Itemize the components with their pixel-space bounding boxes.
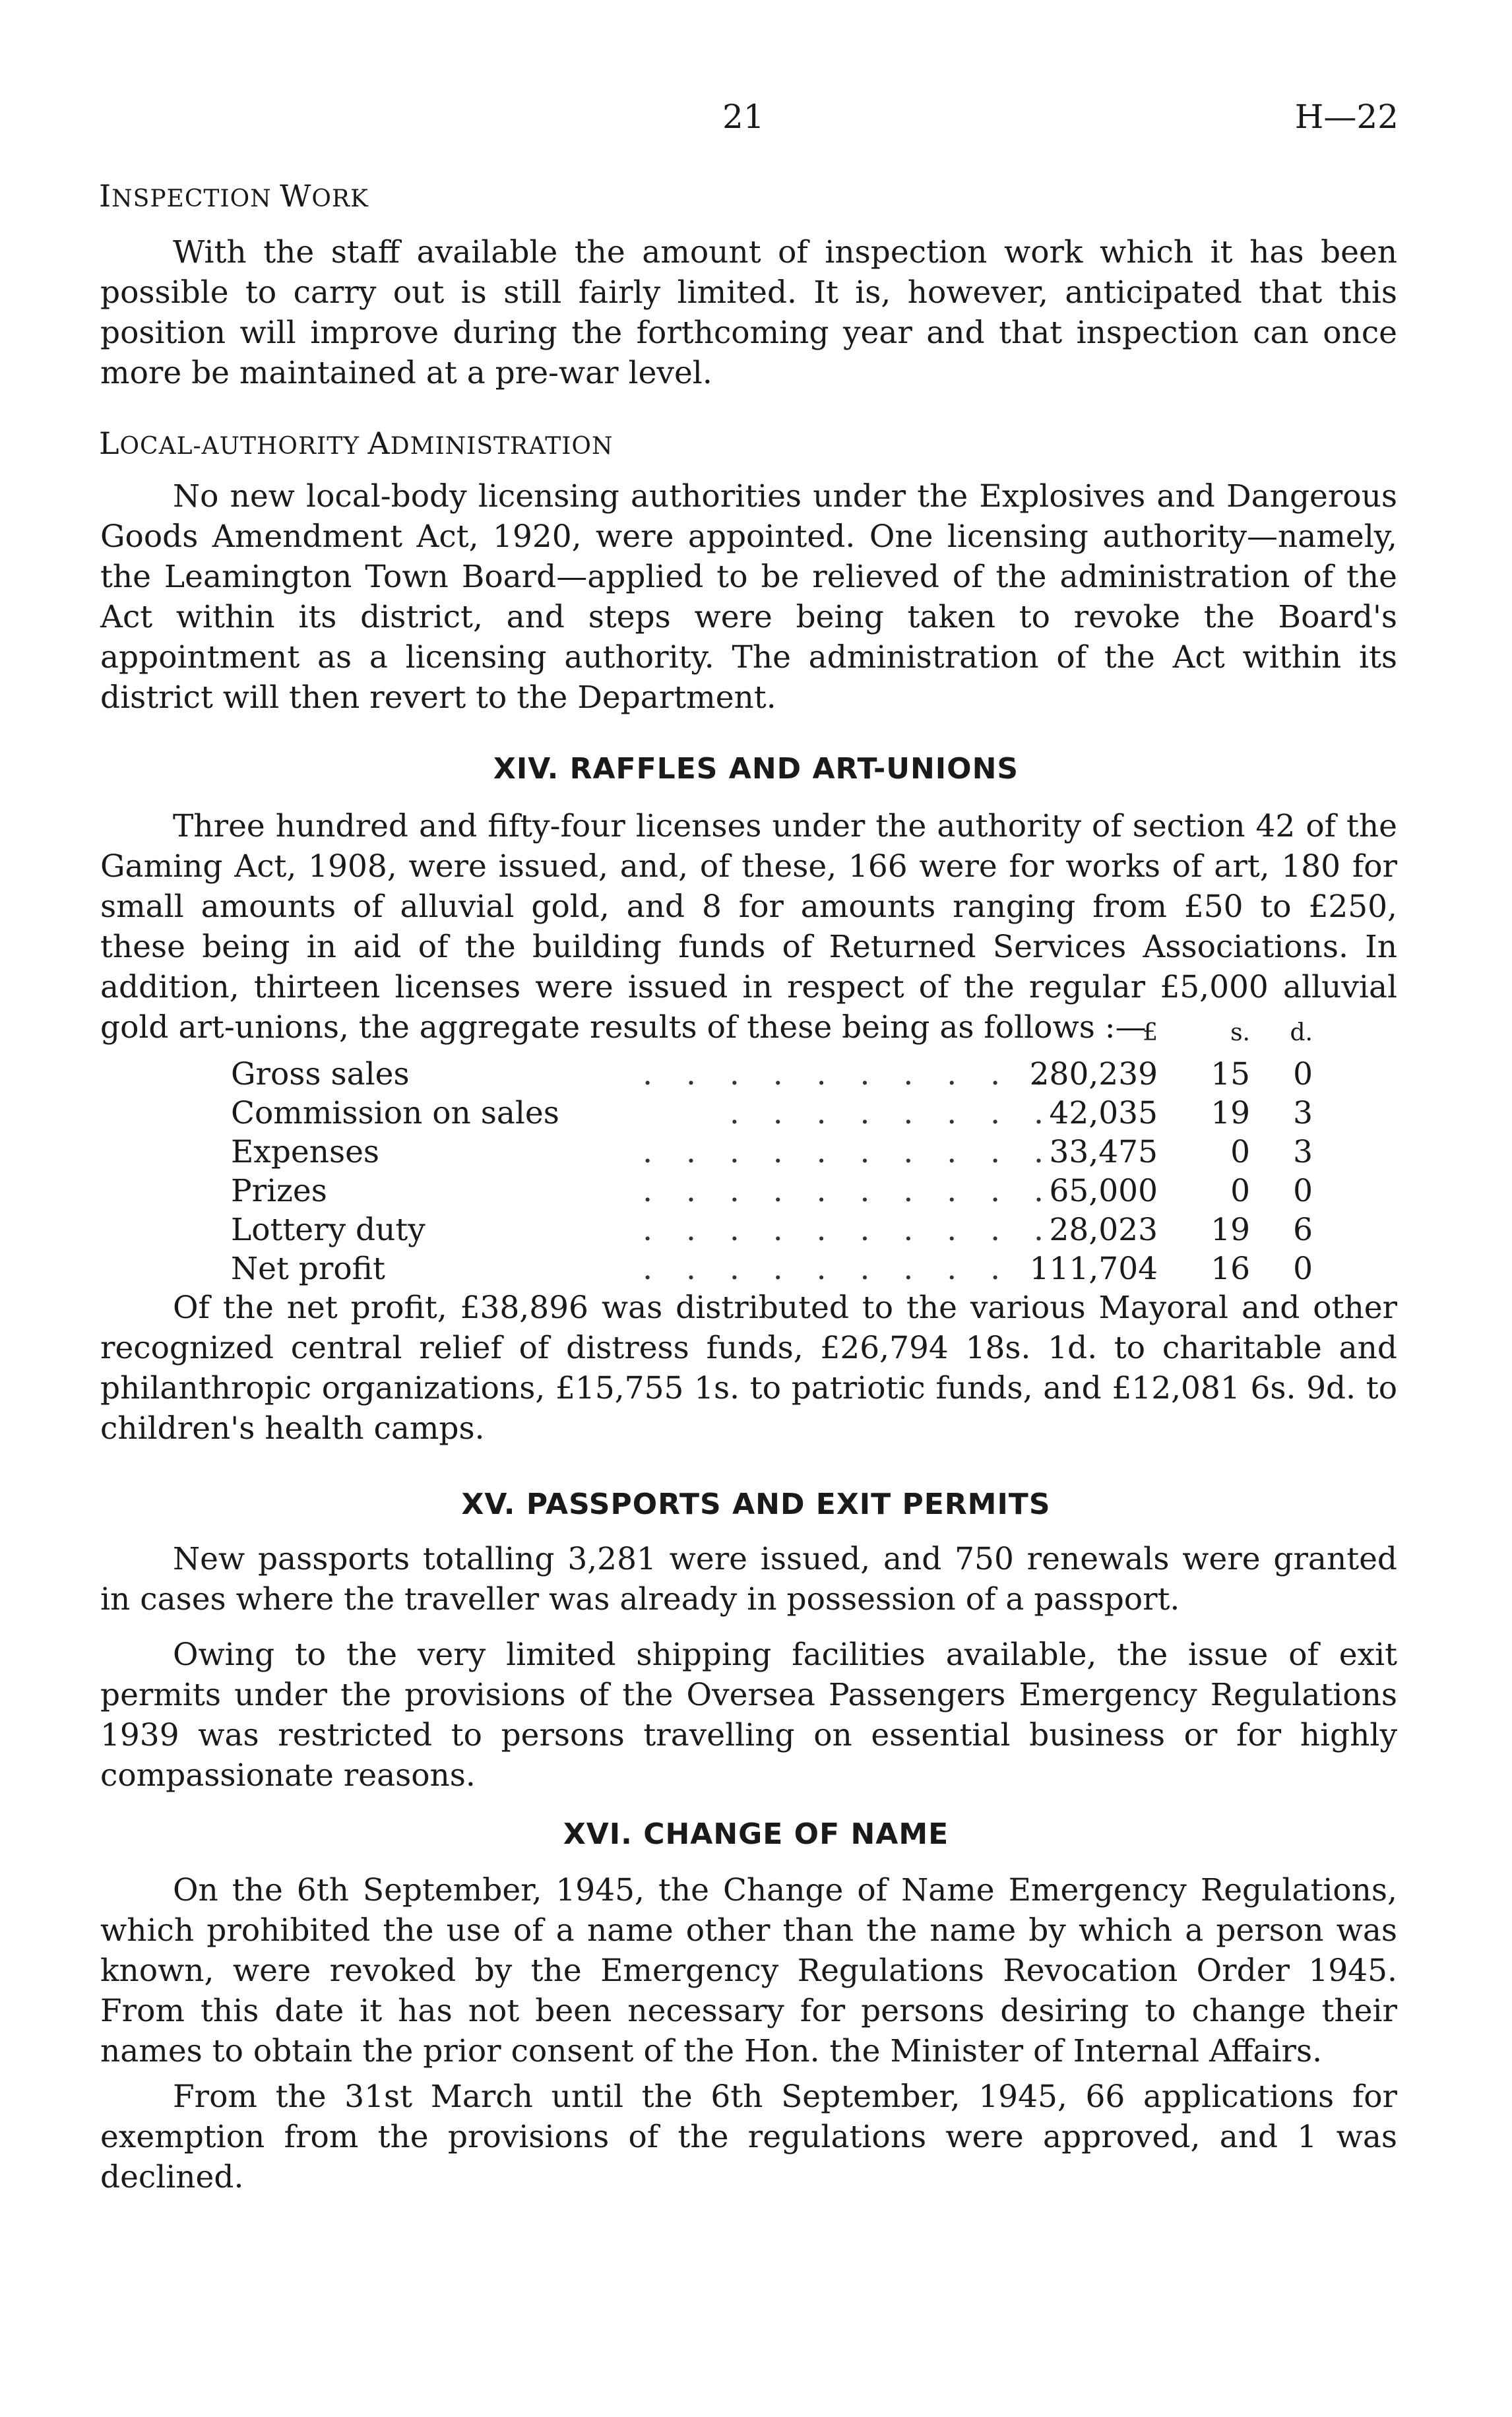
row-item: Expenses — [231, 1134, 380, 1170]
change-of-name-heading: XVI. CHANGE OF NAME — [563, 1817, 949, 1851]
dot-leaders: . . . . . . . . . . — [643, 1251, 1055, 1287]
art-union-results-table — [231, 1019, 1313, 1290]
table-row — [231, 1173, 1313, 1212]
row-shillings: 0 — [1230, 1134, 1250, 1170]
table-row — [231, 1251, 1313, 1290]
row-item: Lottery duty — [231, 1212, 425, 1248]
row-shillings: 19 — [1211, 1095, 1250, 1131]
table-header — [231, 1019, 1313, 1056]
dot-leaders: . . . . . . . . . . — [643, 1173, 1055, 1209]
document-code: H—22 — [1294, 98, 1399, 136]
local-authority-heading: LOCAL-AUTHORITY ADMINISTRATION — [99, 425, 614, 461]
raffles-heading: XIV. RAFFLES AND ART-UNIONS — [493, 752, 1019, 786]
table-row — [231, 1134, 1313, 1173]
local-authority-paragraph: No new local-body licensing authorities under the Explosives and Dangerous Goods Amendment Act, 1920, were appointed. One licensing authority—namely, the Leamington Town Board—applied to be relieved of the administration of the Act within its district, and steps were being taken to revoke the Board's appointment as a licensing authority. The administration of the Act within its district will then revert to the Department. — [100, 478, 1397, 716]
row-pence: 0 — [1293, 1173, 1313, 1209]
row-item: Gross sales — [231, 1056, 410, 1092]
row-pence: 3 — [1293, 1095, 1313, 1131]
row-item: Prizes — [231, 1173, 327, 1209]
row-pence: 3 — [1293, 1134, 1313, 1170]
page-number: 21 — [722, 98, 765, 136]
inspection-work-heading: INSPECTION WORK — [99, 178, 369, 214]
passports-paragraph-2: Owing to the very limited shipping facilities available, the issue of exit permits under the provisions of the Oversea Passengers Emergency Regulations 1939 was restricted to persons travelling on essential business or for highly compassionate reasons. — [100, 1637, 1397, 1794]
row-item: Net profit — [231, 1251, 385, 1287]
table-row — [231, 1095, 1313, 1134]
dot-leaders: . . . . . . . . . . — [643, 1056, 1055, 1092]
row-pence: 0 — [1293, 1056, 1313, 1092]
raffles-paragraph: Three hundred and fifty-four licenses under the authority of section 42 of the Gaming Act, 1908, were issued, and, of these, 166 were for works of art, 180 for small amounts of alluvial gold, and 8 for amounts ranging from £50 to £250, these being in aid of the building funds of Returned Services Associations. In addition, thirteen licenses were issued in respect of the regular £5,000 alluvial gold art-unions, the aggregate results of these being as follows :— — [100, 808, 1397, 1046]
row-pounds: 28,023 — [1049, 1212, 1158, 1248]
pence-column-header: d. — [1290, 1019, 1313, 1046]
row-pounds: 111,704 — [1029, 1251, 1158, 1287]
row-pence: 6 — [1293, 1212, 1313, 1248]
net-profit-paragraph: Of the net profit, £38,896 was distributed to the various Mayoral and other recognized central relief of distress funds, £26,794 18s. 1d. to charitable and philanthropic organizations, £15,755 1s. to patriotic funds, and £12,081 6s. 9d. to children's health camps. — [100, 1290, 1397, 1447]
page-header — [99, 98, 1399, 144]
row-shillings: 0 — [1230, 1173, 1250, 1209]
dot-leaders: . . . . . . . . . . — [643, 1134, 1055, 1170]
pounds-column-header: £ — [1143, 1019, 1158, 1046]
change-of-name-paragraph-2: From the 31st March until the 6th September, 1945, 66 applications for exemption from the provisions of the regulations were approved, and 1 was declined. — [100, 2079, 1397, 2195]
passports-heading: XV. PASSPORTS AND EXIT PERMITS — [461, 1488, 1051, 1521]
row-pounds: 42,035 — [1049, 1095, 1158, 1131]
inspection-work-paragraph: With the staff available the amount of inspection work which it has been possible to carry out is still fairly limited. It is, however, anticipated that this position will improve during the forthcoming year and that inspection can once more be maintained at a pre-war level. — [100, 234, 1397, 391]
row-shillings: 15 — [1211, 1056, 1250, 1092]
dot-leaders: . . . . . . . . . . — [643, 1212, 1055, 1248]
row-pounds: 33,475 — [1049, 1134, 1158, 1170]
row-item: Commission on sales — [231, 1095, 559, 1131]
row-pounds: 280,239 — [1029, 1056, 1158, 1092]
row-pence: 0 — [1293, 1251, 1313, 1287]
row-shillings: 19 — [1211, 1212, 1250, 1248]
table-row — [231, 1056, 1313, 1095]
row-pounds: 65,000 — [1049, 1173, 1158, 1209]
change-of-name-paragraph-1: On the 6th September, 1945, the Change of Name Emergency Regulations, which prohibited the use of a name other than the name by which a person was known, were revoked by the Emergency Regulations Revocation Order 1945. From this date it has not been necessary for persons desiring to change their names to obtain the prior consent of the Hon. the Minister of Internal Affairs. — [100, 1872, 1397, 2069]
passports-paragraph-1: New passports totalling 3,281 were issued, and 750 renewals were granted in cases where the traveller was already in possession of a passport. — [100, 1541, 1397, 1617]
shillings-column-header: s. — [1230, 1019, 1250, 1046]
table-row — [231, 1212, 1313, 1251]
row-shillings: 16 — [1211, 1251, 1250, 1287]
dot-leaders: . . . . . . . . — [729, 1095, 1055, 1131]
